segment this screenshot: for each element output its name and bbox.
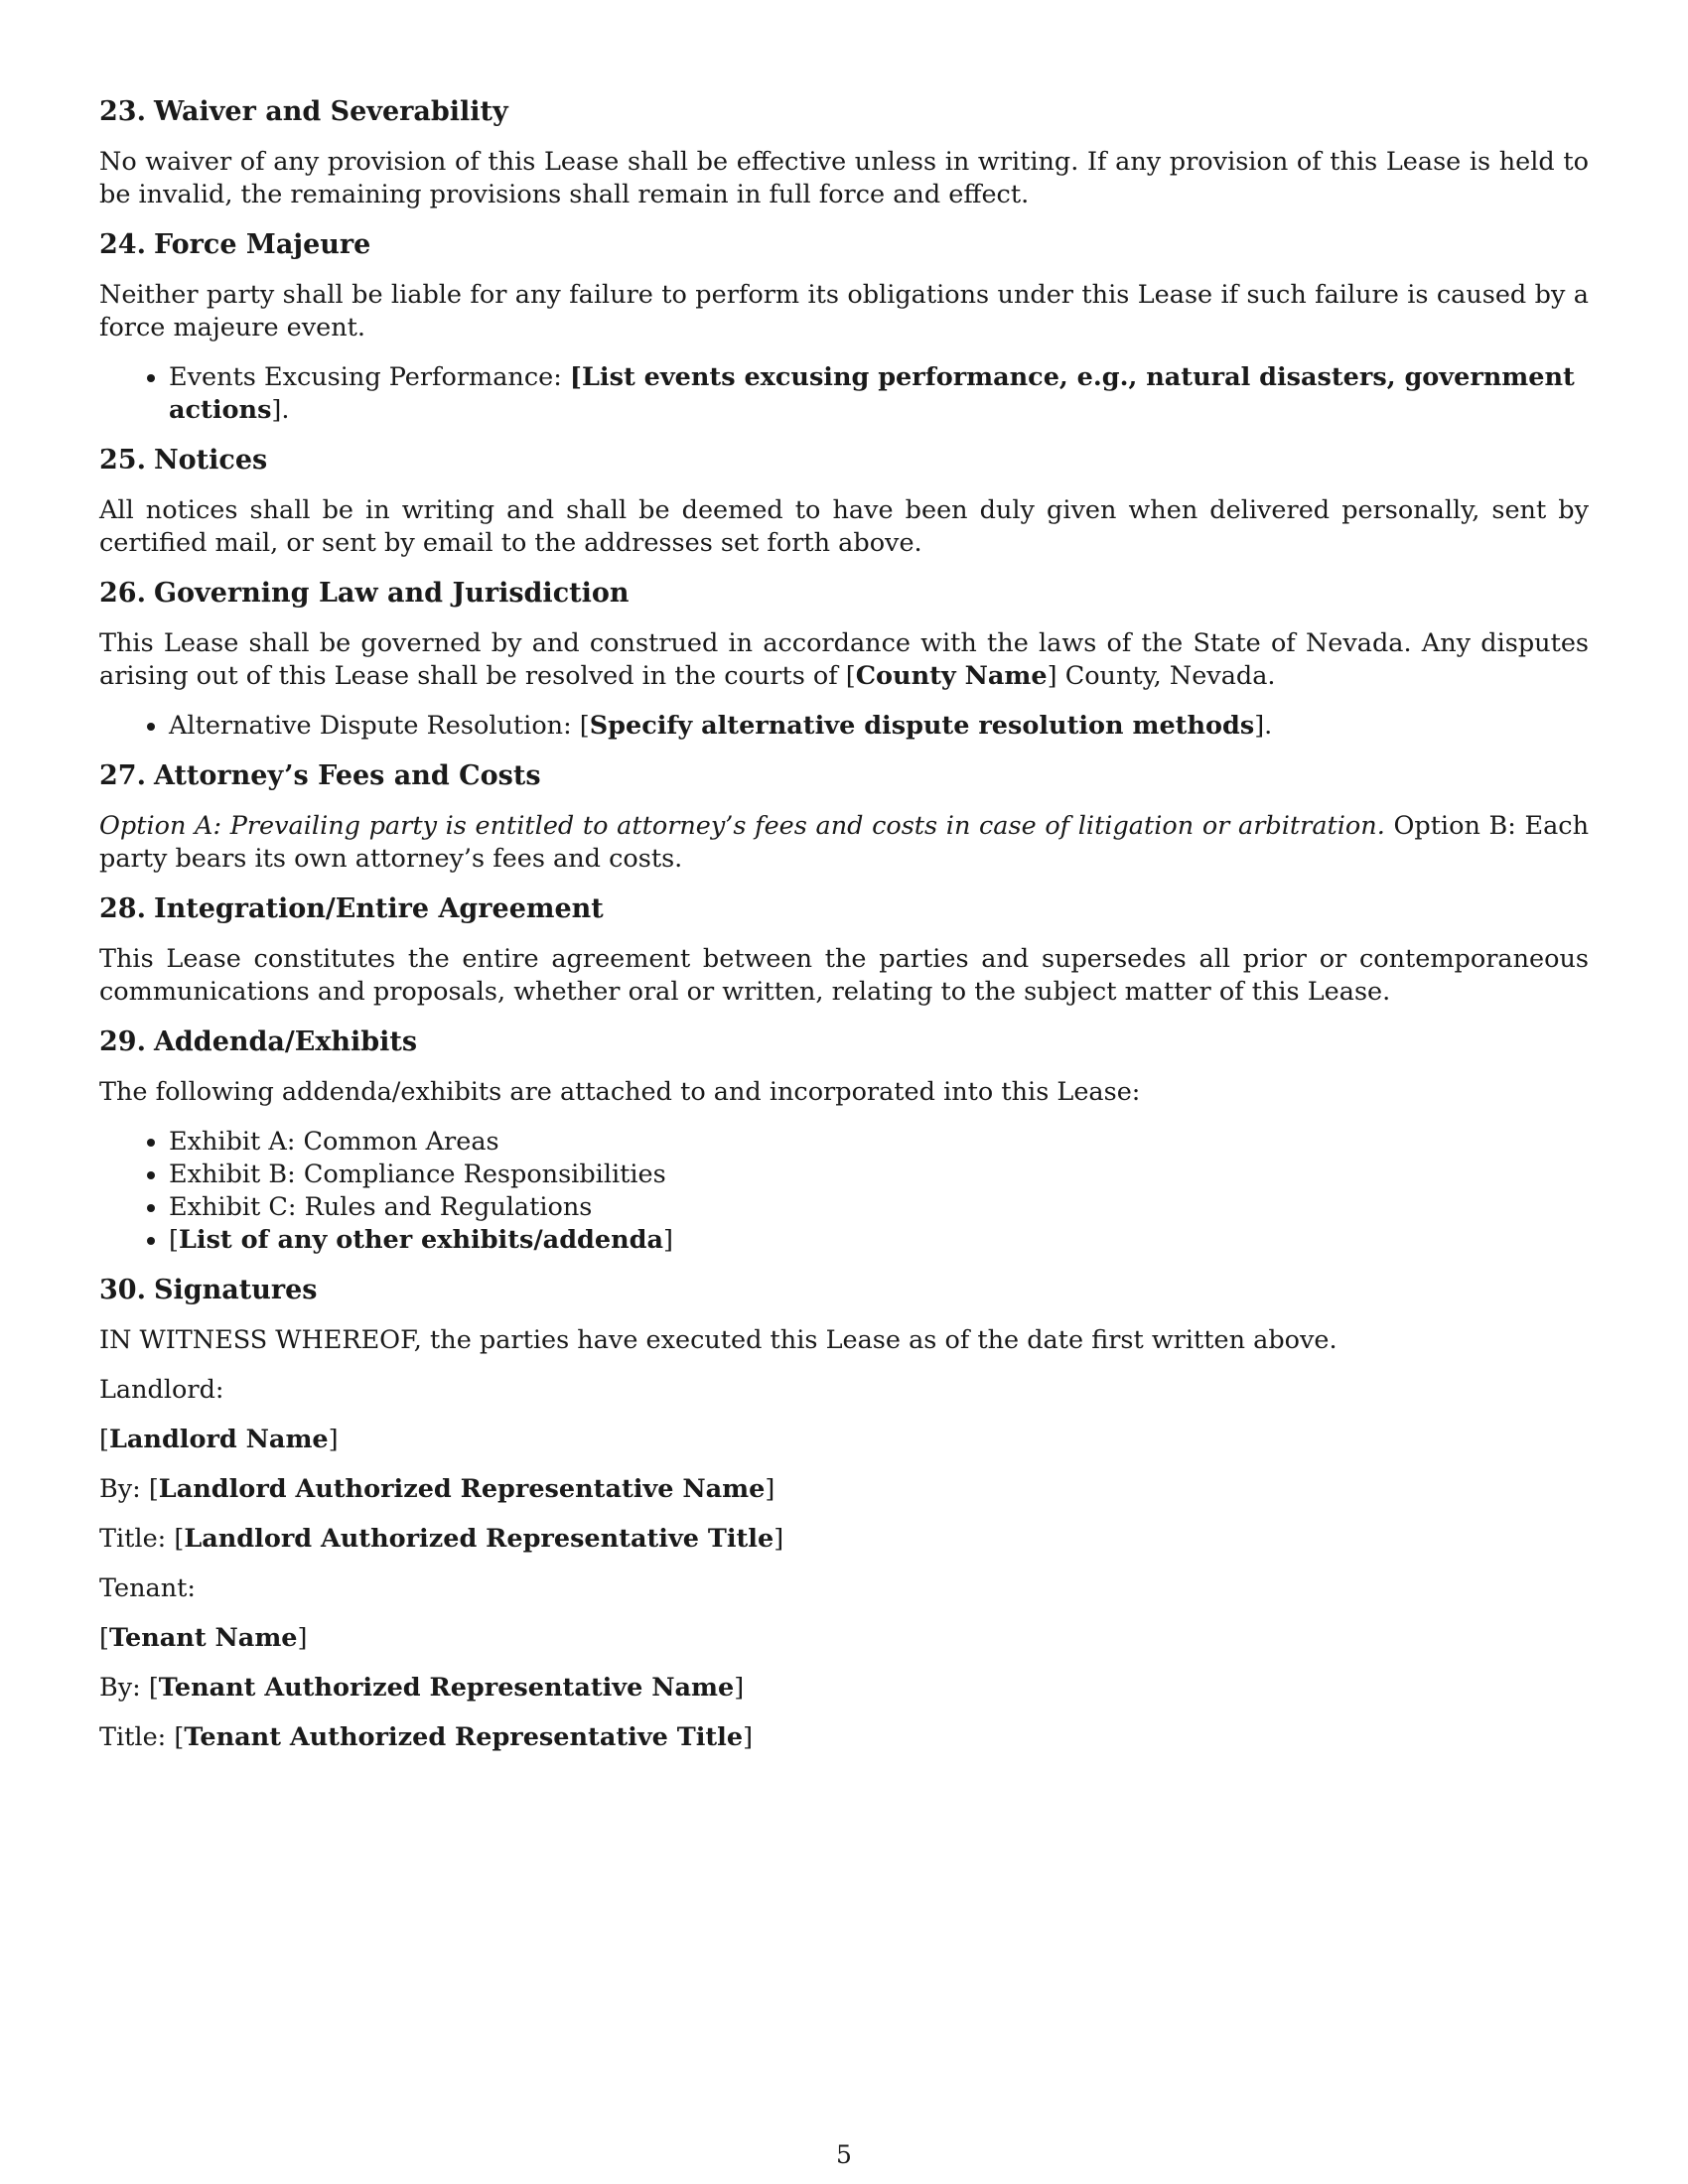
- section-body-26: This Lease shall be governed by and construed in accordance with the laws of the State of Nevada. Any disputes arising out of this Lease shall be resolved in the courts of [County Name] County, Nevada.: [99, 628, 1589, 691]
- section-heading-23: 23. Waiver and Severability: [99, 96, 508, 127]
- list-item: • [List of any other exhibits/addenda]: [169, 1224, 1589, 1257]
- placeholder-field: County Name: [855, 661, 1048, 691]
- page-number: 5: [836, 2140, 852, 2169]
- tenant-title: Title: [Tenant Authorized Representative Title]: [99, 1722, 754, 1752]
- list-item: • Events Excusing Performance: [List events excusing performance, e.g., natural disasters, government actions].: [169, 361, 1589, 427]
- option-b: Option B: Each party bears its own attorney’s fees and costs.: [99, 811, 1590, 874]
- list-item: • Exhibit C: Rules and Regulations: [169, 1191, 1589, 1224]
- landlord-by: By: [Landlord Authorized Representative Name]: [99, 1474, 775, 1504]
- dispute-resolution-list: [99, 710, 1589, 743]
- section-heading-28: 28. Integration/Entire Agreement: [99, 893, 604, 924]
- landlord-name: [Landlord Name]: [99, 1425, 339, 1454]
- option-a: Option A: Prevailing party is entitled to attorney’s fees and costs in case of litigation or arbitration.: [99, 811, 1385, 841]
- landlord-label: Landlord:: [99, 1375, 224, 1405]
- tenant-by: By: [Tenant Authorized Representative Name]: [99, 1673, 745, 1703]
- section-heading-29: 29. Addenda/Exhibits: [99, 1026, 418, 1057]
- section-body-27: [99, 810, 1589, 876]
- section-heading-26: 26. Governing Law and Jurisdiction: [99, 578, 630, 609]
- section-heading-25: 25. Notices: [99, 445, 268, 476]
- placeholder-field: Specify alternative dispute resolution methods: [589, 711, 1255, 741]
- section-body-25: All notices shall be in writing and shall be deemed to have been duly given when delivered personally, sent by certified mail, or sent by email to the addresses set forth above.: [99, 495, 1589, 558]
- list-item: • Alternative Dispute Resolution: [Specify alternative dispute resolution methods].: [169, 710, 1589, 743]
- tenant-name: [Tenant Name]: [99, 1623, 308, 1653]
- document-page: [99, 95, 1589, 1771]
- section-body-24: Neither party shall be liable for any failure to perform its obligations under this Lease if such failure is caused by a force majeure event.: [99, 280, 1589, 342]
- tenant-label: Tenant:: [99, 1573, 197, 1603]
- force-majeure-list: [99, 361, 1589, 427]
- exhibit-list: [99, 1126, 1589, 1257]
- section-body-28: This Lease constitutes the entire agreement between the parties and supersedes all prior or contemporaneous communications and proposals, whether oral or written, relating to the subject matter of this Lease.: [99, 944, 1589, 1007]
- section-body-29: The following addenda/exhibits are attached to and incorporated into this Lease:: [99, 1077, 1141, 1107]
- section-heading-24: 24. Force Majeure: [99, 229, 371, 260]
- witness-statement: IN WITNESS WHEREOF, the parties have executed this Lease as of the date first written above.: [99, 1325, 1337, 1355]
- placeholder-field: List events excusing performance, e.g., natural disasters, government actions: [169, 362, 1575, 425]
- list-item: • Exhibit A: Common Areas: [169, 1126, 1589, 1159]
- list-item: • Exhibit B: Compliance Responsibilities: [169, 1159, 1589, 1191]
- landlord-title: Title: [Landlord Authorized Representative Title]: [99, 1524, 784, 1554]
- section-heading-27: 27. Attorney’s Fees and Costs: [99, 760, 541, 791]
- placeholder-field: List of any other exhibits/addenda: [178, 1225, 663, 1255]
- section-heading-30: 30. Signatures: [99, 1275, 318, 1305]
- section-body-23: No waiver of any provision of this Lease shall be effective unless in writing. If any provision of this Lease is held to be invalid, the remaining provisions shall remain in full force and effect.: [99, 147, 1589, 209]
